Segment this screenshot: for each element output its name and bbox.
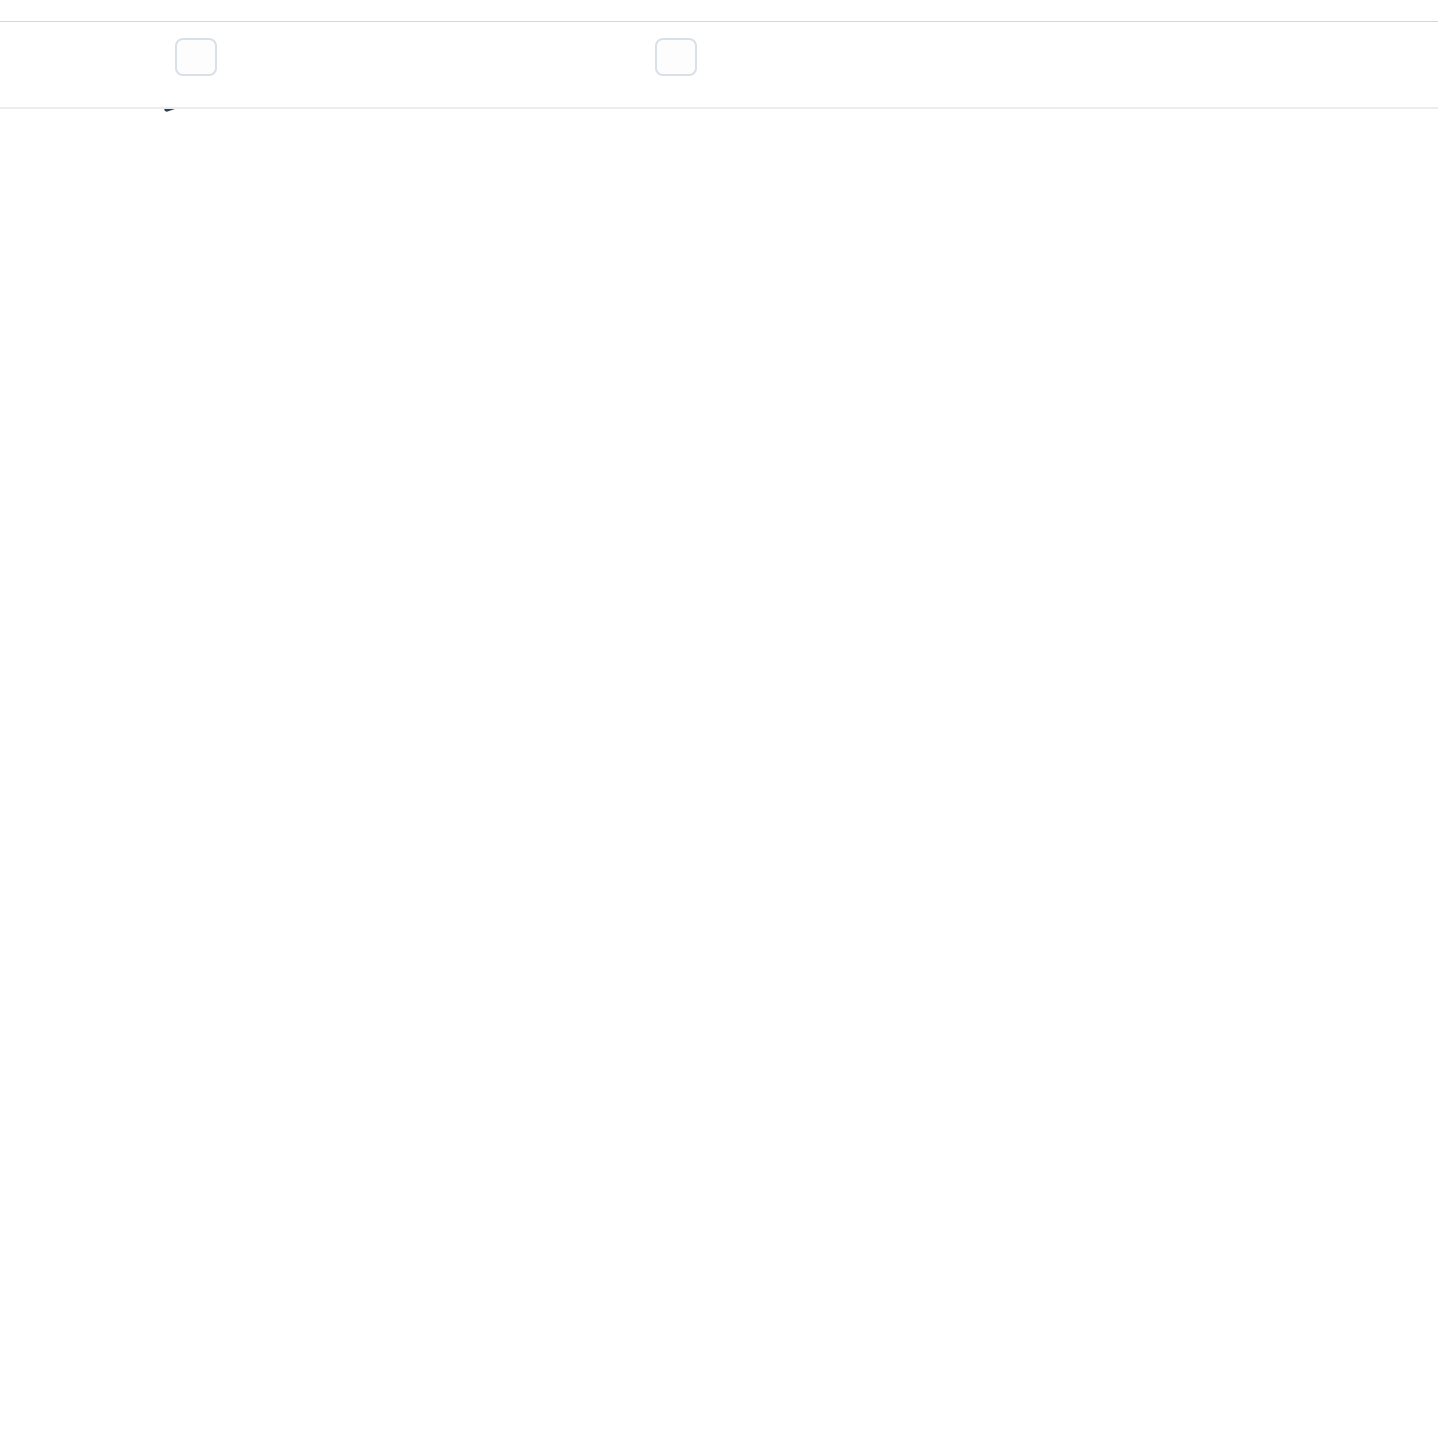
quiz-header: [0, 22, 1438, 109]
category-badge[interactable]: [175, 38, 217, 76]
subcategory-badge[interactable]: [655, 38, 697, 76]
